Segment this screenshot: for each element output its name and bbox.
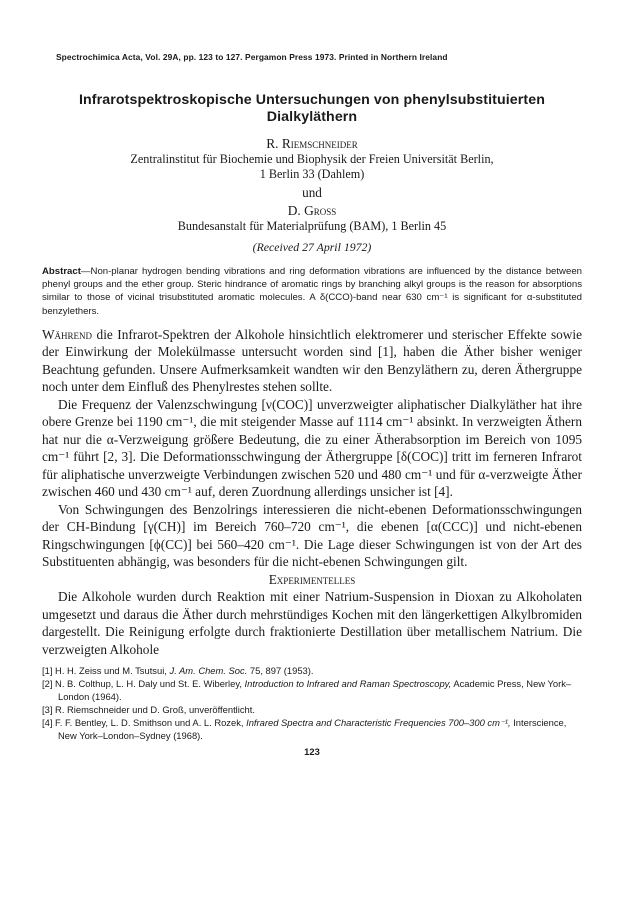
- reference-title: Infrared Spectra and Characteristic Frequencies 700–300 cm⁻¹,: [246, 717, 511, 729]
- author-2: [42, 203, 582, 219]
- abstract: [42, 265, 582, 318]
- reference-authors: F. F. Bentley, L. D. Smithson und A. L. Rozek,: [55, 717, 244, 729]
- journal-page: [42, 52, 582, 757]
- reference-number: [2]: [42, 678, 53, 690]
- page-number: 123: [304, 746, 320, 758]
- author-2-initial: D.: [287, 203, 301, 218]
- author-1-affiliation-line-1: Zentralinstitut für Biochemie und Biophysik der Freien Universität Berlin,: [130, 152, 494, 166]
- paragraph-1-lead: Während: [42, 326, 93, 342]
- reference-item: [42, 664, 582, 677]
- journal-header: Spectrochimica Acta, Vol. 29A, pp. 123 to 127. Pergamon Press 1973. Printed in Northern Ireland: [56, 52, 448, 62]
- author-1-name: Riemschneider: [281, 136, 358, 151]
- reference-item: [42, 716, 582, 742]
- reference-authors: H. H. Zeiss und M. Tsutsui,: [55, 665, 167, 677]
- reference-tail: Academic Press, New York–London (1964).: [58, 678, 572, 703]
- received-date: (Received 27 April 1972): [252, 240, 372, 254]
- paragraph-2: Die Frequenz der Valenzschwingung [ν(COC)] unverzweigter aliphatischer Dialkyläther hat ihre obere Grenze bei 1190 cm⁻¹, die mit steigender Masse auf 1114 cm⁻¹ absinkt. In verzweigten Äthern hat nur die α-Verzweigung größere Bedeutung, die zu einer Ätherabsorption im Bereich von 1095 cm⁻¹ führt [2, 3]. Die Deformationsschwingung der Äthergruppe [δ(COC)] tritt im ferneren Infrarot für aliphatische unverzweigte Verbindungen zwischen 520 und 480 cm⁻¹ und für α-verzweigte Äther zwischen 460 und 430 cm⁻¹ auf, deren Zuordnung allerdings unsicher ist [4].: [42, 396, 582, 500]
- paragraph-3: Von Schwingungen des Benzolrings interessieren die nicht-ebenen Deformationsschwingungen der CH-Bindung [γ(CH)] im Bereich 760–720 cm⁻¹, die ebenen [α(CCC)] und nicht-ebenen Ringschwingungen [ϕ(CC)] bei 560–420 cm⁻¹. Die Lage dieser Schwingungen ist von der Art des Substituenten abhängig, was besonders für die nicht-ebenen Schwingungen gilt.: [42, 501, 582, 570]
- reference-number: [1]: [42, 665, 53, 677]
- article-title: Infrarotspektroskopische Untersuchungen von phenylsubstituierten Dialkyläthern: [79, 92, 545, 125]
- reference-number: [4]: [42, 717, 53, 729]
- reference-authors: R. Riemschneider und D. Groß, unveröffentlicht.: [55, 704, 255, 716]
- reference-title: Introduction to Infrared and Raman Spectroscopy,: [244, 678, 452, 690]
- author-1-initial: R.: [266, 136, 279, 151]
- reference-number: [3]: [42, 704, 53, 716]
- article-body: [42, 326, 582, 659]
- abstract-text: —Non-planar hydrogen bending vibrations and ring deformation vibrations are influenced by the distance between phenyl groups and the ether group. Steric hindrance of aromatic rings by branching alkyl groups is the reason for absorptions similar to those of vicinal trisubstituted aromatic molecules. A δ(CCO)-band near 630 cm⁻¹ is significant for α-substituted benzylethers.: [42, 266, 582, 317]
- reference-tail: Interscience, New York–London–Sydney (1968).: [58, 717, 567, 742]
- paragraph-1-text: die Infrarot-Spektren der Alkohole hinsichtlich elektromerer und sterischer Effekte sowie der Einwirkung der Molekülmasse untersucht worden sind [1], haben die Äther bisher weniger Beachtung gefunden. Unsere Aufmerksamkeit wandten wir den Benzyläthern zu, deren Äthergruppe noch unter dem Einfluß des Phenylrestes stehen sollte.: [42, 326, 582, 395]
- author-2-name: Groß: [304, 203, 337, 218]
- paragraph-4: Die Alkohole wurden durch Reaktion mit einer Natrium-Suspension in Dioxan zu Alkoholaten umgesetzt und daraus die Äther durch mehrstündiges Kochen mit den längerkettigen Alkylbromiden dargestellt. Die Reinigung erfolgte durch fraktionierte Destillation über metallischem Natrium. Die verzweigten Alkohole: [42, 589, 582, 657]
- reference-item: [42, 677, 582, 703]
- reference-authors: N. B. Colthup, L. H. Daly und St. E. Wiberley,: [55, 678, 242, 690]
- reference-tail: 75, 897 (1953).: [247, 665, 314, 677]
- references: [42, 664, 582, 742]
- abstract-label: Abstract: [42, 266, 81, 277]
- section-heading: Experimentelles: [268, 571, 356, 587]
- author-connector: und: [302, 185, 322, 200]
- reference-item: [42, 703, 582, 716]
- reference-title: J. Am. Chem. Soc.: [169, 665, 248, 677]
- author-2-affiliation-line-1: Bundesanstalt für Materialprüfung (BAM), 1 Berlin 45: [177, 219, 447, 233]
- author-1-affiliation-line-2: 1 Berlin 33 (Dahlem): [259, 167, 365, 181]
- paragraph-1: [42, 326, 582, 396]
- author-1: [42, 136, 582, 152]
